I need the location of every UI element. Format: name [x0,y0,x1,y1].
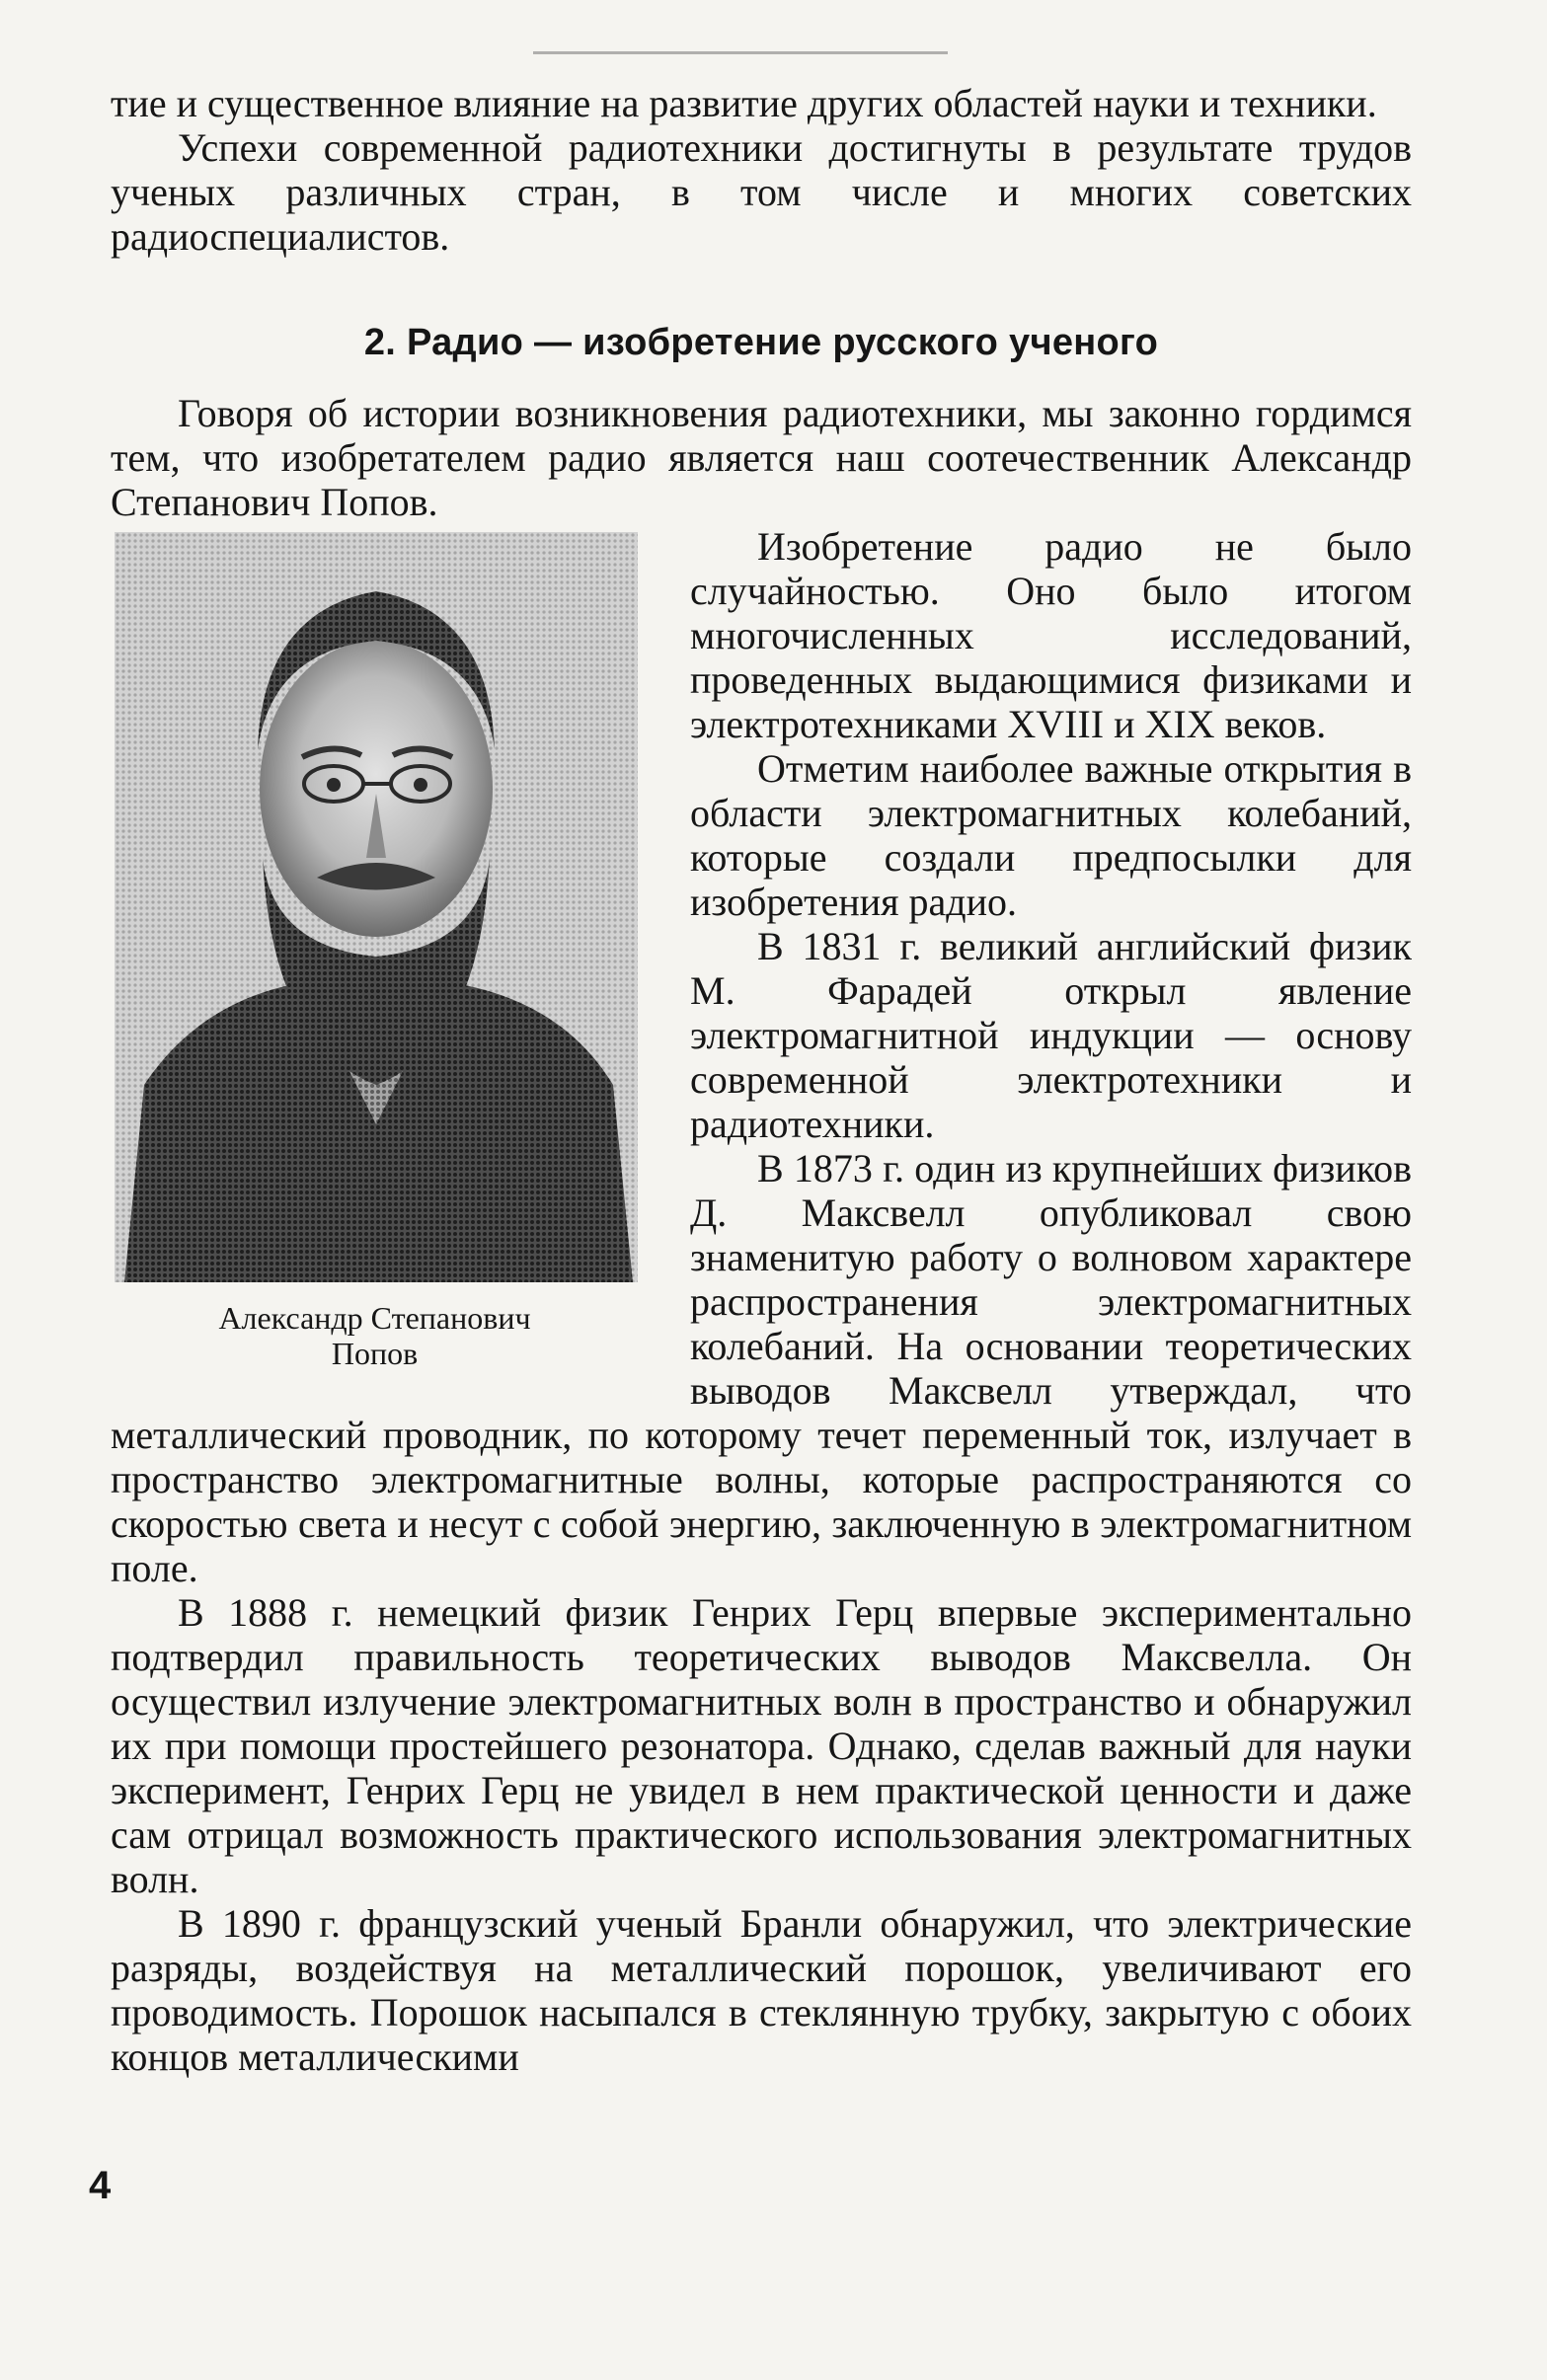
caption-line-2: Попов [331,1336,419,1371]
paragraph-body-5: В 1888 г. немецкий физик Генрих Герц впервые экспериментально подтвердил правильность теоретических выводов Максвелла. Он осуществил излучение электромагнитных волн в пространство и обнаружил их при помощи простейшего резонатора. Однако, сделав важный для науки эксперимент, Генрих Герц не увидел в нем практической ценности и даже сам отрицал возможность практического использования электромагнитных волн. [111,1590,1412,1901]
portrait-figure [111,532,649,1371]
paragraph-body-3: В 1831 г. великий английский физик М. Фарадей открыл явление электромагнитной индукции — основу современной электротехники и радиотехники. [690,924,1412,1146]
top-rule [533,51,948,54]
paragraph-top-2: Успехи современной радиотехники достигнуты в результате трудов ученых различных стран, в том числе и многих советских радиоспециалистов. [111,125,1412,259]
paragraph-body-4: В 1873 г. один из крупнейших физиков Д. Максвелл опубликовал свою знаменитую работу о волновом характере распространения электромагнитных колебаний. На основании теоретических выводов Максвелл утверждал, что металлический проводник, по которому течет переменный ток, излучает в пространство электромагнитные волны, которые распространяются со скоростью света и несут с собой энергию, заключенную в электромагнитном поле. [111,1146,1412,1590]
paragraph-body-6: В 1890 г. французский ученый Бранли обнаружил, что электрические разряды, воздействуя на металлический порошок, увеличивают его проводимость. Порошок насыпался в стеклянную трубку, закрытую с обоих концов металлическими [111,1901,1412,2079]
paragraph-body-2: Отметим наиболее важные открытия в области электромагнитных колебаний, которые создали предпосылки для изобретения радио. [690,746,1412,924]
portrait-caption [111,1300,649,1371]
paragraph-body-1: Изобретение радио не было случайностью. Оно было итогом многочисленных исследований, проведенных выдающимися физиками и электротехниками XVIII и XIX веков. [690,524,1412,746]
section-heading: 2. Радио — изобретение русского ученого [363,322,1159,363]
paragraph-intro: Говоря об истории возникновения радиотехники, мы законно гордимся тем, что изобретателем радио является наш соотечественник Александр Степанович Попов. [111,391,1412,524]
portrait-image [115,532,638,1282]
caption-line-1: Александр Степанович [218,1300,531,1336]
text-column [111,81,1412,2079]
paragraph-top-1: тие и существенное влияние на развитие других областей науки и техники. [111,81,1377,125]
page-number: 4 [89,2164,112,2207]
